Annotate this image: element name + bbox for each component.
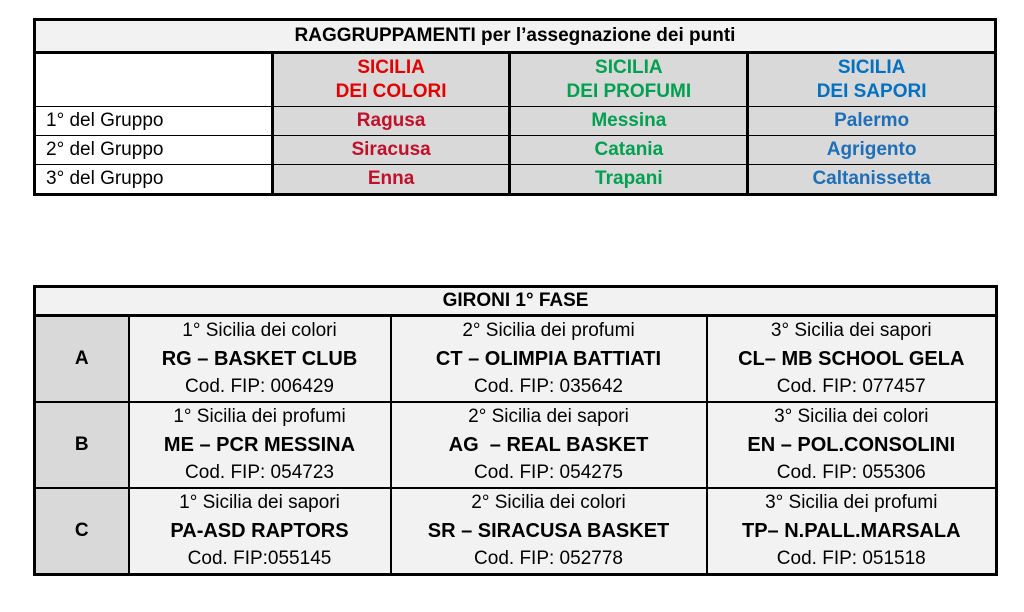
team-code: Cod. FIP: 054723 bbox=[185, 462, 334, 483]
team-cell bbox=[707, 488, 997, 575]
team-name: CT – OLIMPIA BATTIATI bbox=[435, 348, 662, 370]
column-header-profumi bbox=[510, 53, 748, 107]
team-name: AG – REAL BASKET bbox=[448, 434, 649, 456]
team-code: Cod. FIP:055145 bbox=[187, 548, 332, 569]
corner-cell bbox=[35, 53, 273, 107]
column-header-line2: DEI PROFUMI bbox=[566, 81, 692, 102]
table-cell: Enna bbox=[272, 165, 510, 195]
team-cell bbox=[129, 488, 391, 575]
groups-table-title: GIRONI 1° FASE bbox=[35, 287, 997, 316]
team-name: ME – PCR MESSINA bbox=[163, 434, 356, 456]
team-cell bbox=[391, 402, 707, 488]
team-code: Cod. FIP: 051518 bbox=[776, 548, 926, 569]
team-code: Cod. FIP: 054275 bbox=[474, 462, 623, 483]
table-cell: Caltanissetta bbox=[748, 165, 996, 195]
table-row bbox=[35, 136, 996, 165]
team-cell bbox=[391, 488, 707, 575]
team-name: EN – POL.CONSOLINI bbox=[747, 434, 956, 456]
team-cell bbox=[707, 316, 997, 403]
team-cell bbox=[129, 402, 391, 488]
team-seed: 3° Sicilia dei profumi bbox=[765, 492, 938, 513]
team-name: TP– N.PALL.MARSALA bbox=[742, 520, 961, 542]
group-letter: A bbox=[35, 316, 129, 403]
team-seed: 1° Sicilia dei profumi bbox=[173, 406, 346, 427]
table-row bbox=[35, 107, 996, 136]
team-code: Cod. FIP: 077457 bbox=[776, 376, 926, 397]
column-header-line2: DEI SAPORI bbox=[816, 81, 927, 102]
group-row-b bbox=[35, 402, 997, 488]
column-header-line1: SICILIA bbox=[837, 57, 906, 78]
team-code: Cod. FIP: 035642 bbox=[474, 376, 623, 397]
table-cell: Trapani bbox=[510, 165, 748, 195]
group-row-a bbox=[35, 316, 997, 403]
group-letter: B bbox=[35, 402, 129, 488]
row-label: 3° del Gruppo bbox=[35, 165, 273, 195]
row-label: 2° del Gruppo bbox=[35, 136, 273, 165]
column-header-line1: SICILIA bbox=[357, 57, 425, 78]
column-header-line1: SICILIA bbox=[595, 57, 663, 78]
table-cell: Palermo bbox=[748, 107, 996, 136]
team-seed: 2° Sicilia dei sapori bbox=[468, 406, 629, 427]
points-table bbox=[33, 18, 997, 196]
points-table-title: RAGGRUPPAMENTI per l’assegnazione dei punti bbox=[35, 20, 996, 53]
table-cell: Ragusa bbox=[272, 107, 510, 136]
team-cell bbox=[129, 316, 391, 403]
group-letter: C bbox=[35, 488, 129, 575]
team-seed: 3° Sicilia dei sapori bbox=[770, 320, 932, 341]
column-header-line2: DEI COLORI bbox=[335, 81, 447, 102]
team-name: SR – SIRACUSA BASKET bbox=[427, 520, 670, 542]
team-code: Cod. FIP: 055306 bbox=[776, 462, 926, 483]
table-cell: Siracusa bbox=[272, 136, 510, 165]
team-seed: 3° Sicilia dei colori bbox=[774, 406, 929, 427]
team-cell bbox=[391, 316, 707, 403]
table-cell: Agrigento bbox=[748, 136, 996, 165]
team-name: PA-ASD RAPTORS bbox=[170, 520, 349, 542]
team-seed: 2° Sicilia dei profumi bbox=[462, 320, 635, 341]
team-cell bbox=[707, 402, 997, 488]
table-cell: Catania bbox=[510, 136, 748, 165]
team-name: RG – BASKET CLUB bbox=[161, 348, 358, 370]
team-name: CL– MB SCHOOL GELA bbox=[738, 348, 965, 370]
team-seed: 1° Sicilia dei sapori bbox=[179, 492, 340, 513]
column-header-sapori bbox=[748, 53, 996, 107]
team-seed: 2° Sicilia dei colori bbox=[471, 492, 626, 513]
row-label: 1° del Gruppo bbox=[35, 107, 273, 136]
table-row bbox=[35, 165, 996, 195]
groups-table bbox=[33, 285, 998, 576]
team-code: Cod. FIP: 006429 bbox=[185, 376, 334, 397]
group-row-c bbox=[35, 488, 997, 575]
team-code: Cod. FIP: 052778 bbox=[474, 548, 623, 569]
table-cell: Messina bbox=[510, 107, 748, 136]
team-seed: 1° Sicilia dei colori bbox=[182, 320, 337, 341]
column-header-colori bbox=[272, 53, 510, 107]
